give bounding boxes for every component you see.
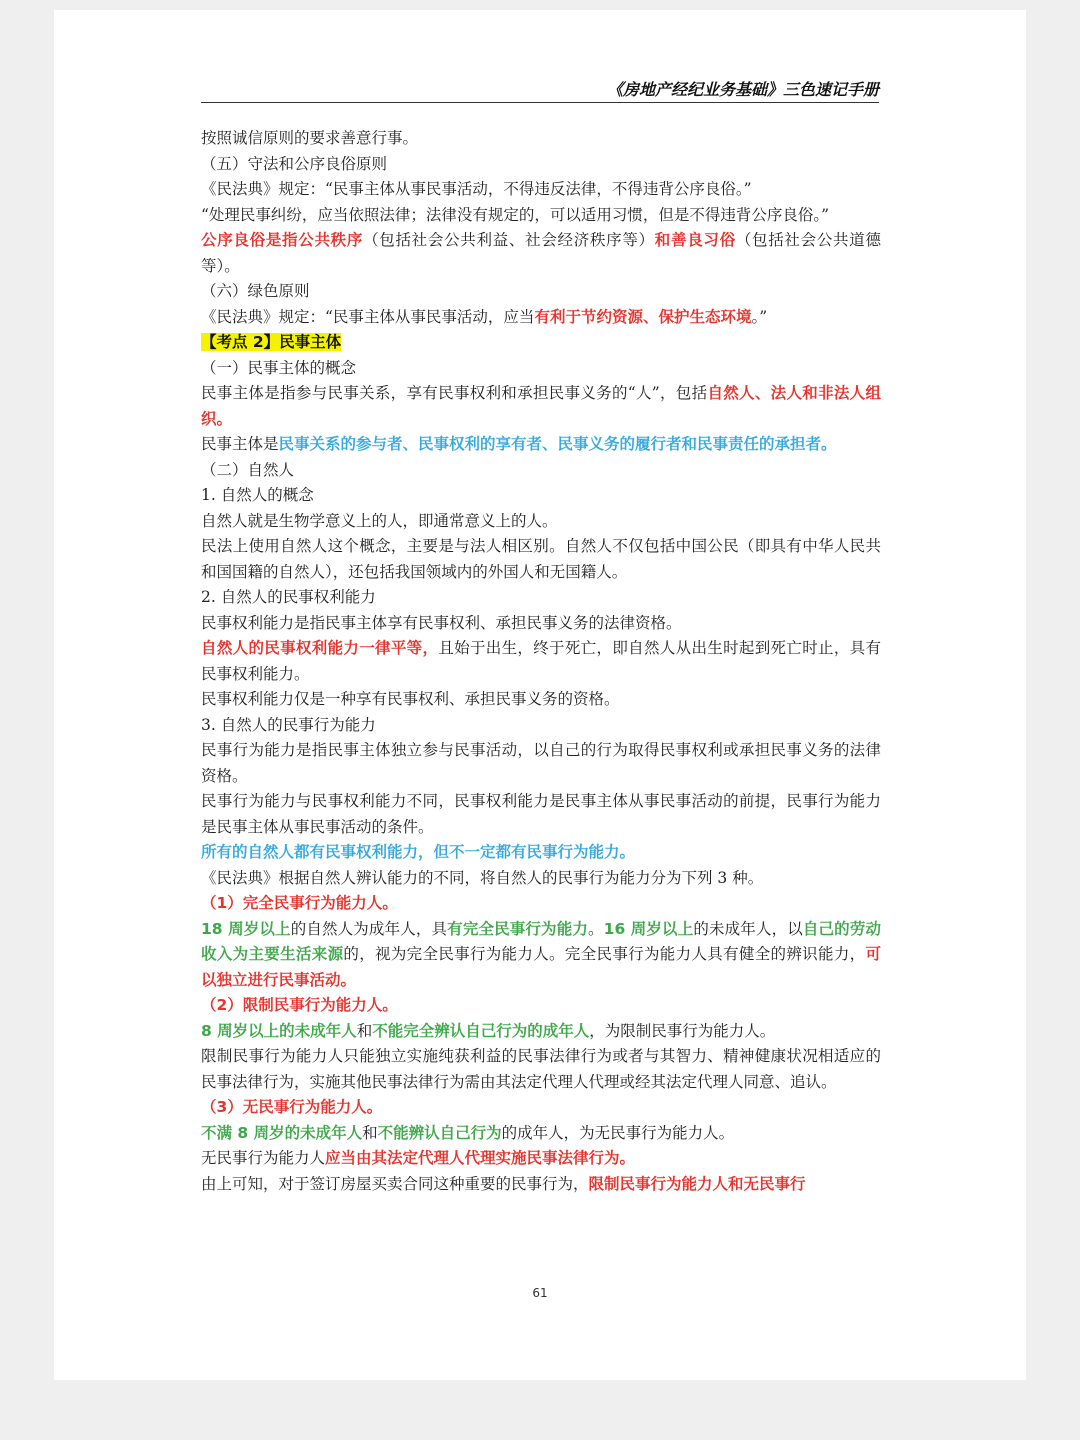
text-segment: 2. 自然人的民事权利能力 xyxy=(201,588,376,606)
text-segment: （一）民事主体的概念 xyxy=(201,358,357,377)
text-segment: （五）守法和公序良俗原则 xyxy=(201,154,388,173)
green-emphasis-text: 不能辨认自己行为 xyxy=(377,1123,502,1142)
text-line xyxy=(201,1172,881,1198)
red-emphasis-text: 可以独立进行民事活动。 xyxy=(201,945,881,989)
text-line xyxy=(201,177,881,203)
red-emphasis-text: 自然人的民事权利能力一律平等， xyxy=(201,639,439,657)
text-line xyxy=(201,687,881,713)
text-segment: 限制民事行为能力人只能独立实施纯获利益的民事法律行为或者与其智力、精神健康状况相适应的民事法律行为，实施其他民事法律行为需由其法定代理人代理或经其法定代理人同意、追认。 xyxy=(201,1047,881,1091)
text-segment: 无民事行为能力人 xyxy=(201,1149,326,1167)
text-segment: 的成年人，为无民事行为能力人。 xyxy=(501,1123,735,1142)
text-line xyxy=(201,534,881,585)
text-line xyxy=(201,891,881,917)
text-segment: 《民法典》规定：“民事主体从事民事活动，应当 xyxy=(201,307,535,326)
text-segment: ，为限制民事行为能力人。 xyxy=(589,1021,776,1040)
text-segment: （包括社会公共道德等）。 xyxy=(201,231,881,275)
text-line xyxy=(201,203,881,229)
text-line xyxy=(201,381,881,432)
text-segment: 民事行为能力与民事权利能力不同，民事权利能力是民事主体从事民事活动的前提，民事行为能力是民事主体从事民事活动的条件。 xyxy=(201,792,881,836)
text-line xyxy=(201,509,881,535)
page-number: 61 xyxy=(532,1286,548,1300)
text-segment: 《民法典》根据自然人辨认能力的不同，将自然人的民事行为能力分为下列 3 种。 xyxy=(201,868,764,887)
text-line xyxy=(201,1095,881,1121)
green-emphasis-text: 不能完全辨认自己行为的成年人 xyxy=(372,1021,590,1040)
text-segment: 由上可知，对于签订房屋买卖合同这种重要的民事行为， xyxy=(201,1174,589,1193)
text-segment: 和 xyxy=(362,1123,378,1142)
text-line xyxy=(201,356,881,382)
text-segment: 的未成年人，以 xyxy=(693,919,803,938)
text-segment: （六）绿色原则 xyxy=(201,282,310,300)
red-emphasis-text: 有利于节约资源、保护生态环境 xyxy=(534,307,752,326)
red-emphasis-text: （3）无民事行为能力人。 xyxy=(201,1098,383,1116)
text-line xyxy=(201,789,881,840)
red-emphasis-text: 公序良俗是指公共秩序 xyxy=(201,231,364,249)
text-line xyxy=(201,228,881,279)
text-segment: 和 xyxy=(356,1021,373,1040)
red-emphasis-text: 和善良习俗 xyxy=(654,231,736,249)
text-line xyxy=(201,483,881,509)
text-segment: 民事行为能力是指民事主体独立参与民事活动，以自己的行为取得民事权利或承担民事义务的法律资格。 xyxy=(201,741,881,785)
text-line xyxy=(201,738,881,789)
blue-emphasis-text: 民事关系的参与者、民事权利的享有者、民事义务的履行者和民事责任的承担者。 xyxy=(278,435,837,453)
text-segment: （二）自然人 xyxy=(201,460,295,479)
green-emphasis-text: 自己的劳动收入为主要生活来源 xyxy=(201,919,881,963)
text-segment: 民法上使用自然人这个概念，主要是与法人相区别。自然人不仅包括中国公民（即具有中华人民共和国国籍的自然人），还包括我国领域内的外国人和无国籍人。 xyxy=(201,537,881,581)
text-line xyxy=(201,636,881,687)
text-segment: 民事主体是指参与民事关系，享有民事权利和承担民事义务的“人”，包括 xyxy=(201,384,708,402)
text-segment: 3. 自然人的民事行为能力 xyxy=(201,715,376,734)
text-segment: 《民法典》规定：“民事主体从事民事活动，不得违反法律，不得违背公序良俗。” xyxy=(201,180,752,198)
blue-emphasis-text: 所有的自然人都有民事权利能力，但不一定都有民事行为能力。 xyxy=(201,843,636,861)
text-line xyxy=(201,152,881,178)
text-segment: 的，视为完全民事行为能力人。完全民事行为能力人具有健全的辨识能力， xyxy=(343,945,866,963)
red-emphasis-text: （2）限制民事行为能力人。 xyxy=(201,996,398,1014)
text-line xyxy=(201,585,881,611)
text-line xyxy=(201,432,881,458)
text-line xyxy=(201,1044,881,1095)
text-segment: “处理民事纠纷，应当依照法律；法律没有规定的，可以适用习惯，但是不得违背公序良俗。” xyxy=(201,205,830,224)
text-line xyxy=(201,917,881,994)
text-line xyxy=(201,1146,881,1172)
text-line xyxy=(201,279,881,305)
text-segment: 。 xyxy=(588,919,604,938)
document-body xyxy=(201,126,881,1197)
red-emphasis-text: 自然人、法人和非法人组织。 xyxy=(201,384,881,428)
green-emphasis-text: 8 周岁以上的未成年人 xyxy=(201,1021,357,1040)
red-emphasis-text: （1）完全民事行为能力人。 xyxy=(201,894,398,912)
text-segment: 的自然人为成年人，具 xyxy=(290,919,448,938)
text-segment: 且始于出生，终于死亡，即自然人从出生时起到死亡时止，具有民事权利能力。 xyxy=(201,639,881,683)
red-emphasis-text: 限制民事行为能力人和无民事行 xyxy=(588,1174,806,1193)
text-segment: 民事权利能力仅是一种享有民事权利、承担民事义务的资格。 xyxy=(201,690,620,708)
text-segment: 按照诚信原则的要求善意行事。 xyxy=(201,129,419,147)
green-emphasis-text: 不满 8 周岁的未成年人 xyxy=(201,1123,363,1142)
text-line xyxy=(201,330,881,356)
text-line xyxy=(201,866,881,892)
text-line xyxy=(201,1019,881,1045)
text-line xyxy=(201,305,881,331)
green-emphasis-text: 16 周岁以上 xyxy=(603,919,694,938)
text-line xyxy=(201,1121,881,1147)
text-line xyxy=(201,458,881,484)
text-segment: 。” xyxy=(751,307,768,326)
text-segment: 1. 自然人的概念 xyxy=(201,486,314,504)
text-segment: 自然人就是生物学意义上的人，即通常意义上的人。 xyxy=(201,511,558,530)
text-line xyxy=(201,993,881,1019)
text-line xyxy=(201,713,881,739)
text-line xyxy=(201,126,881,152)
green-emphasis-text: 有完全民事行为能力 xyxy=(447,919,588,938)
text-segment: （包括社会公共利益、社会经济秩序等） xyxy=(363,231,655,249)
text-segment: 民事主体是 xyxy=(201,435,279,453)
green-emphasis-text: 18 周岁以上 xyxy=(201,919,291,938)
red-emphasis-text: 应当由其法定代理人代理实施民事法律行为。 xyxy=(325,1149,636,1167)
text-line xyxy=(201,611,881,637)
hl-emphasis-text: 【考点 2】民事主体 xyxy=(201,333,342,351)
text-segment: 民事权利能力是指民事主体享有民事权利、承担民事义务的法律资格。 xyxy=(201,613,682,632)
text-line xyxy=(201,840,881,866)
page-header: 《房地产经纪业务基础》三色速记手册 xyxy=(201,78,879,103)
